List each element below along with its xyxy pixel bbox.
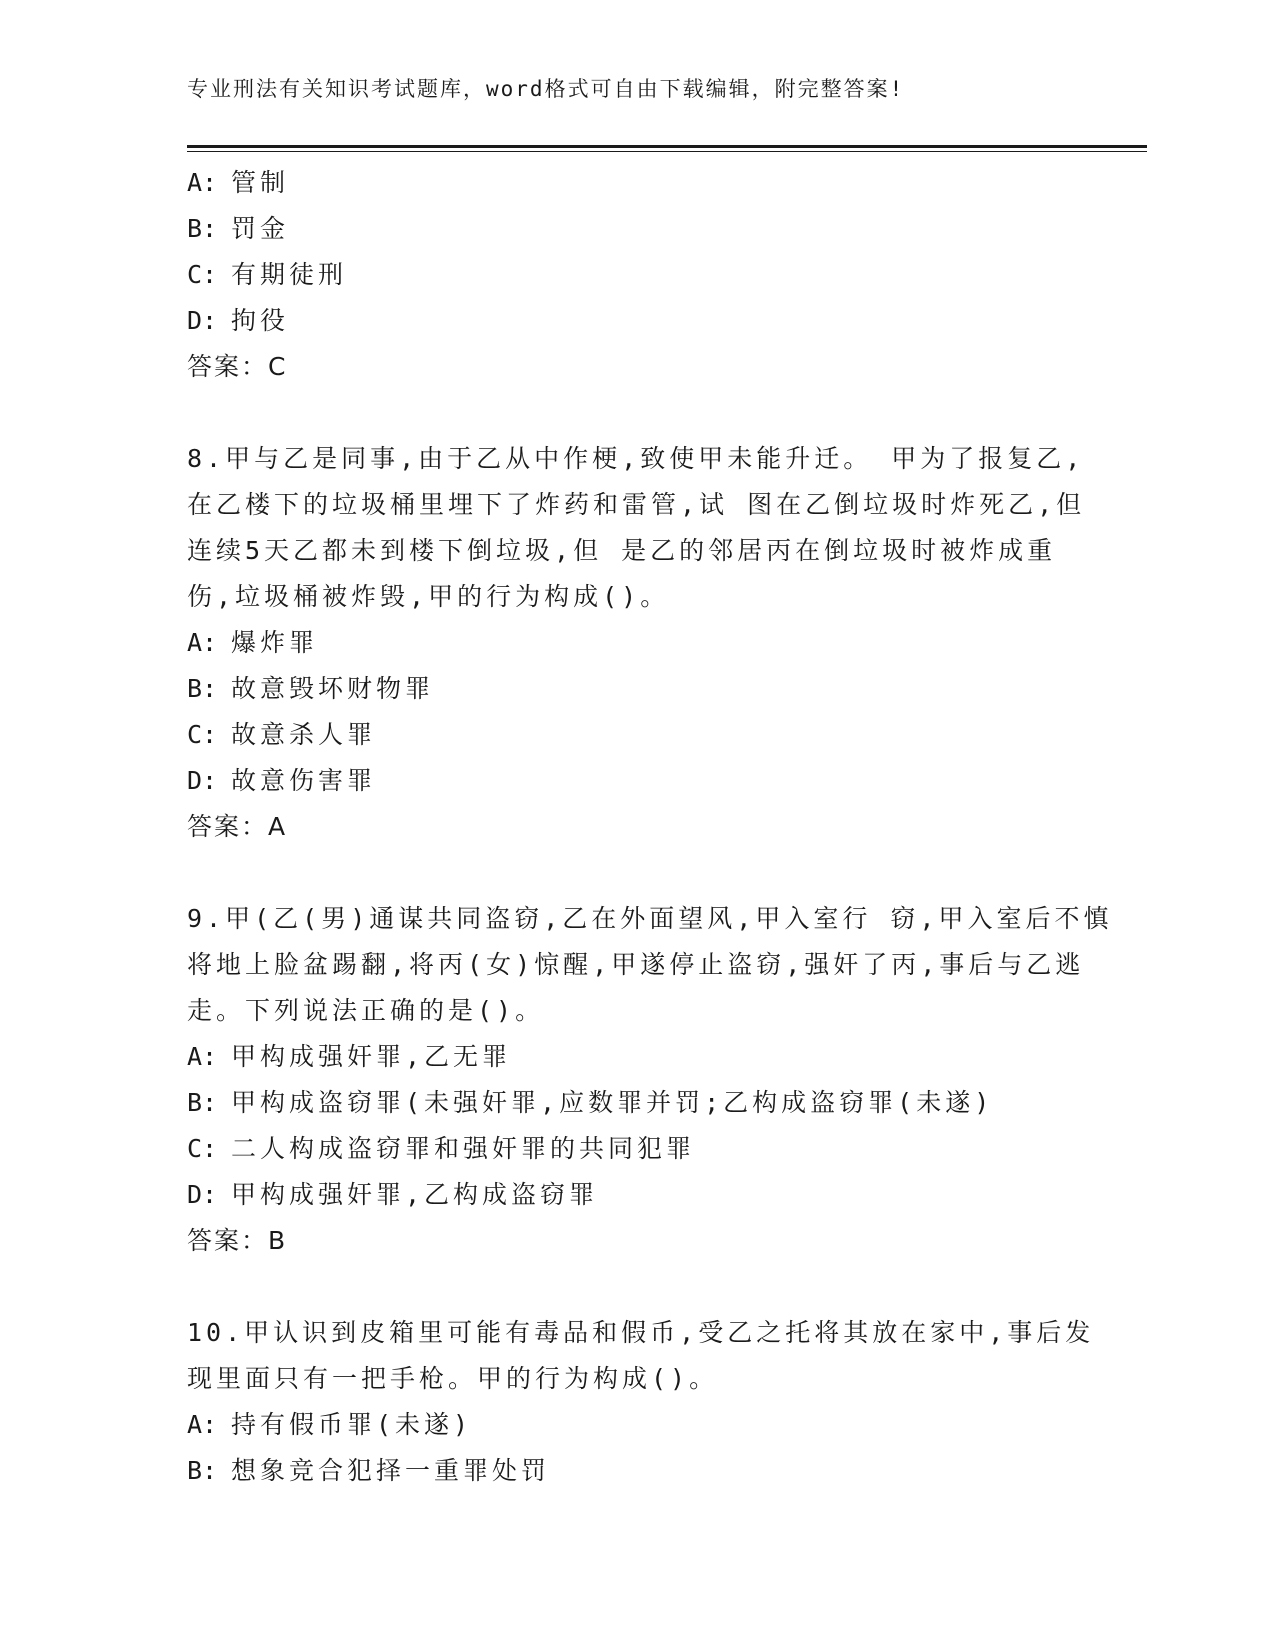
option-b: B: 罚金 — [187, 214, 290, 243]
question-stem-line: 8.甲与乙是同事,由于乙从中作梗,致使甲未能升迁。 甲为了报复乙, — [187, 444, 1085, 473]
question-stem-line: 10.甲认识到皮箱里可能有毒品和假币,受乙之托将其放在家中,事后发 — [187, 1318, 1095, 1347]
option-c: C: 二人构成盗窃罪和强奸罪的共同犯罪 — [187, 1134, 696, 1163]
option-a: A: 持有假币罪(未遂) — [187, 1410, 473, 1439]
option-a: A: 爆炸罪 — [187, 628, 319, 657]
question-7 — [187, 160, 1087, 390]
question-stem-line: 将地上脸盆踢翻,将丙(女)惊醒,甲遂停止盗窃,强奸了丙,事后与乙逃 — [187, 950, 1085, 979]
answer: 答案：A — [187, 812, 288, 841]
question-10 — [187, 1310, 1095, 1494]
option-d: D: 甲构成强奸罪,乙构成盗窃罪 — [187, 1180, 599, 1209]
question-stem-line: 在乙楼下的垃圾桶里埋下了炸药和雷管,试 图在乙倒垃圾时炸死乙,但 — [187, 490, 1086, 519]
option-b: B: 甲构成盗窃罪(未强奸罪,应数罪并罚;乙构成盗窃罪(未遂) — [187, 1088, 994, 1117]
question-9 — [187, 896, 1113, 1264]
question-stem-line: 伤,垃圾桶被炸毁,甲的行为构成()。 — [187, 582, 670, 611]
question-stem-line: 现里面只有一把手枪。甲的行为构成()。 — [187, 1364, 719, 1393]
option-a: A: 管制 — [187, 168, 290, 197]
option-d: D: 故意伤害罪 — [187, 766, 377, 795]
question-stem-line: 连续5天乙都未到楼下倒垃圾,但 是乙的邻居丙在倒垃圾时被炸成重 — [187, 536, 1057, 565]
header-rule-thin — [187, 151, 1147, 152]
answer: 答案：B — [187, 1226, 288, 1255]
question-list — [187, 160, 1113, 1494]
option-a: A: 甲构成强奸罪,乙无罪 — [187, 1042, 512, 1071]
question-8 — [187, 436, 1087, 850]
option-c: C: 有期徒刑 — [187, 260, 348, 289]
header-rule-thick — [187, 145, 1147, 148]
option-b: B: 故意毁坏财物罪 — [187, 674, 435, 703]
option-c: C: 故意杀人罪 — [187, 720, 377, 749]
option-d: D: 拘役 — [187, 306, 290, 335]
option-b: B: 想象竞合犯择一重罪处罚 — [187, 1456, 551, 1485]
answer: 答案：C — [187, 352, 288, 381]
question-stem-line: 走。下列说法正确的是()。 — [187, 996, 545, 1025]
page-header: 专业刑法有关知识考试题库，word格式可自由下载编辑，附完整答案! — [187, 77, 905, 101]
question-stem-line: 9.甲(乙(男)通谋共同盗窃,乙在外面望风,甲入室行 窃,甲入室后不慎 — [187, 904, 1113, 933]
